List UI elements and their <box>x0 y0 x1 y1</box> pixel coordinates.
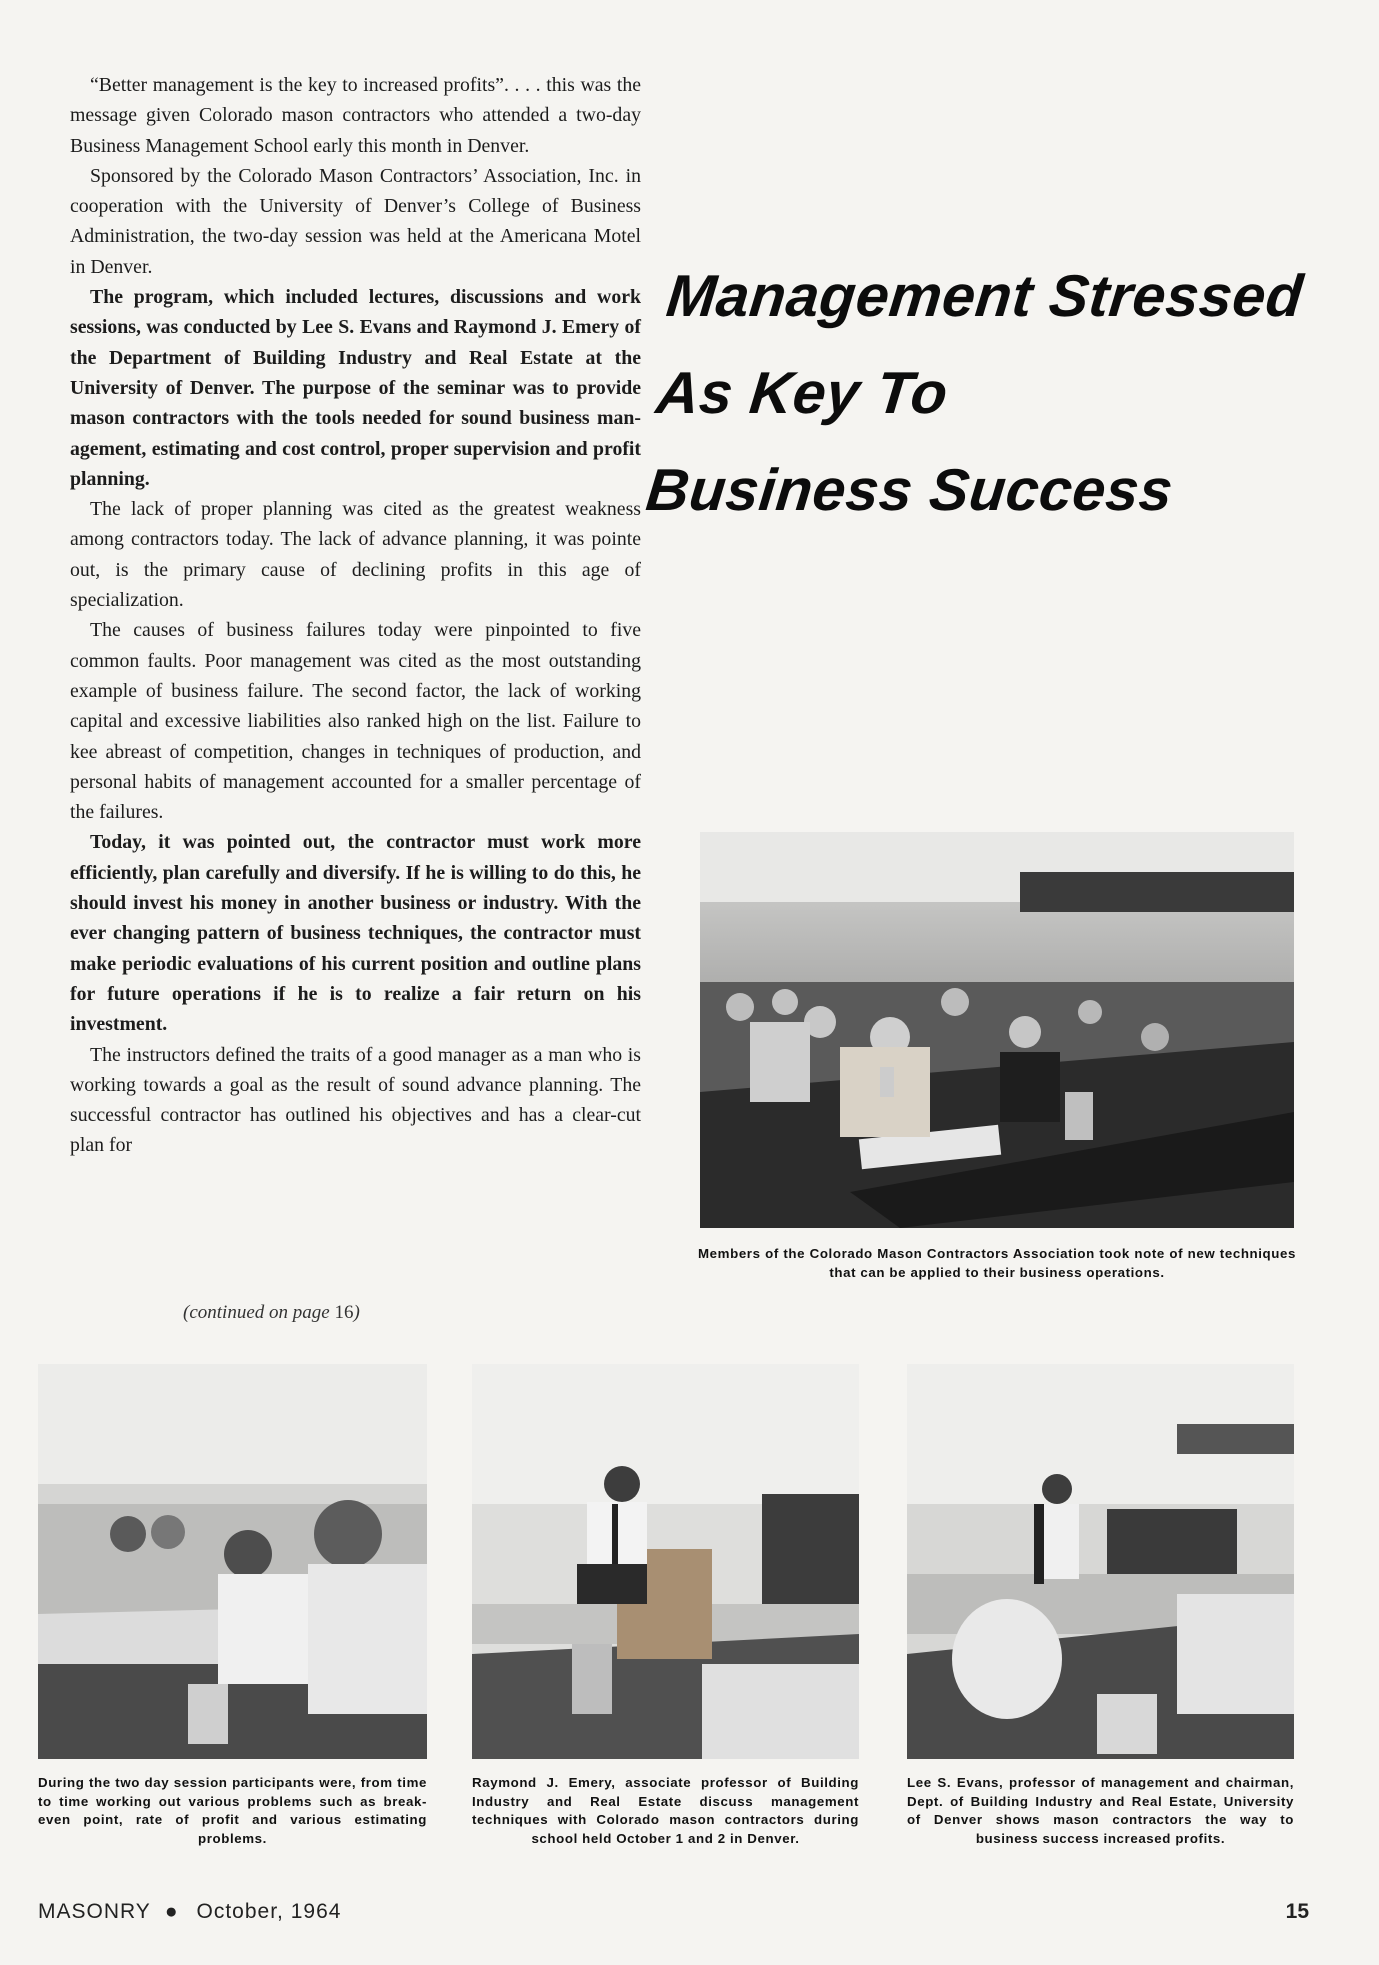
paragraph-6: Today, it was pointed out, the contractor must work more efficiently, plan carefully and diversify. If he is willing to do this, he should invest his money in another business or industry. With the ever changing pattern of business techniques, the contractor must make periodic evaluations of his current position and outline plans for future operations if he is to realize a fair return on his investment. <box>70 831 641 1036</box>
footer-date: October, 1964 <box>196 1900 342 1923</box>
paragraph-4: The lack of proper planning was cited as the greatest weakness among contractors today. The lack of advance planning, it was pointe out, is the primary cause of declining profits in this age of specialization. <box>70 498 641 612</box>
caption-photo-2: Raymond J. Emery, associate professor of Building Industry and Real Estate discuss management techniques with Colorado mason contractors during school held October 1 and 2 in Denver. <box>472 1775 859 1846</box>
paragraph-5: The causes of business failures today were pinpointed to five common faults. Poor management was cited as the most outstanding example of business failure. The second factor, the lack of working capital and excessive liabilities also ranked high on the list. Failure to kee abreast of competition, changes in techniques of production, and personal habits of management accounted for a smaller percentage of the failures. <box>70 619 641 824</box>
paragraph-3: The program, which included lectures, discussions and work sessions, was conducted by Lee S. Evans and Raymond J. Emery of the Department of Building Industry and Real Estate at the University of Denver. The purpose of the seminar was to provide mason contractors with the tools needed for sound business management, estimating and cost control, proper supervision and profit planning. <box>70 286 641 490</box>
title-line-1: Management Stressed <box>663 263 1307 329</box>
caption-photo-1: During the two day session participants were, from time to time working out various problems such as break-even point, rate of profit and various estimating problems. <box>38 1775 427 1846</box>
continued-note: (continued on page 16) <box>183 1302 360 1323</box>
footer-magazine-name: MASONRY <box>38 1900 151 1923</box>
paragraph-7: The instructors defined the traits of a good manager as a man who is working towards a goal as the result of sound advance planning. The successful contractor has outlined his objectives and has a clear-cut plan for <box>70 1043 641 1157</box>
page-number: 15 <box>1285 1900 1309 1923</box>
photo-classroom-members <box>700 832 1294 1228</box>
title-line-2: As Key To <box>653 360 952 426</box>
caption-top-photo: Members of the Colorado Mason Contractors Association took note of new techniques that can be applied to their business operations. <box>698 1246 1296 1280</box>
caption-photo-3: Lee S. Evans, professor of management and chairman, Dept. of Building Industry and Real Estate, University of Denver shows mason contractors the way to business success increased profits. <box>907 1775 1294 1846</box>
article-body <box>70 70 641 1161</box>
article-title <box>641 248 1332 539</box>
photo-evans-chalkboard <box>907 1364 1294 1759</box>
photo-participants-working <box>38 1364 427 1759</box>
continued-page-number: 16 <box>334 1302 354 1323</box>
footer-bullet: ● <box>164 1900 179 1923</box>
continued-text: continued on page <box>189 1302 330 1323</box>
paragraph-1: “Better management is the key to increased profits”. . . . this was the message given Colorado mason contractors who attended a two-day Business Management School early this month in Denver. <box>70 74 641 157</box>
paragraph-2: Sponsored by the Colorado Mason Contractors’ Association, Inc. in cooperation with the University of Denver’s College of Business Administration, the two-day session was held at the Americana Motel in Denver. <box>70 164 641 278</box>
title-line-3: Business Success <box>643 457 1177 523</box>
photo-emery-lecturing <box>472 1364 859 1759</box>
footer-magazine-date <box>38 1900 341 1924</box>
